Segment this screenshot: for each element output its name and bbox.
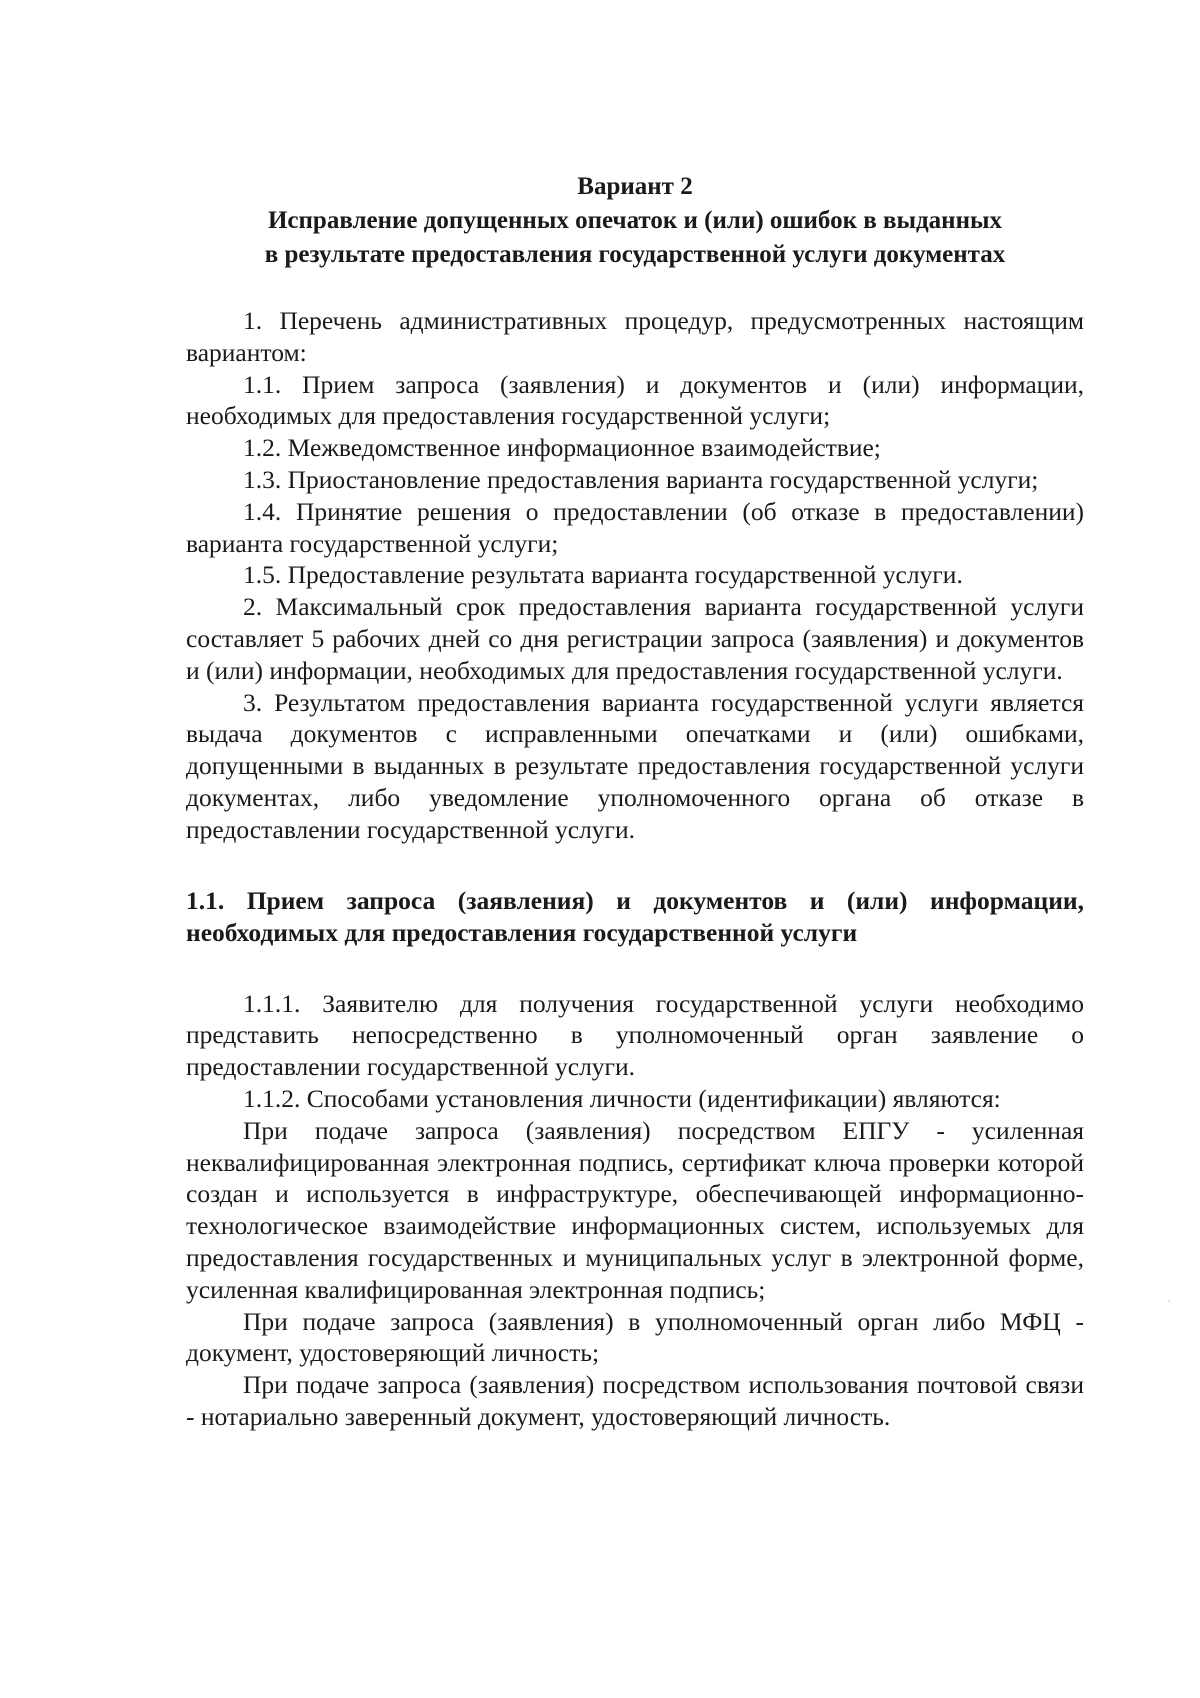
request-reception-section <box>186 988 1084 1433</box>
paragraph-max-term: 2. Максимальный срок предоставления варианта государственной услуги составляет 5 рабочих дней со дня регистрации запроса (заявления) и документов и (или) информации, необходимых для предоставления государственной услуги. <box>186 592 1084 685</box>
paragraph-epgu-identification: При подаче запроса (заявления) посредством ЕПГУ - усиленная неквалифицированная электронная подпись, сертификат ключа проверки которой создан и используется в инфраструктуре, обеспечивающей информационно-технологическое взаимодействие информационных систем, используемых для предоставления государственных и муниципальных услуг в электронной форме, усиленная квалифицированная электронная подпись; <box>186 1115 1084 1304</box>
paragraph-item-1-3: 1.3. Приостановление предоставления варианта государственной услуги; <box>243 464 1039 494</box>
section-heading: 1.1. Прием запроса (заявления) и документов и (или) информации, необходимых для предоставления государственной услуги <box>186 885 1084 947</box>
paragraph-item-1-1: 1.1. Прием запроса (заявления) и документов и (или) информации, необходимых для предоставления государственной услуги; <box>186 369 1084 431</box>
paragraph-mfc-identification: При подаче запроса (заявления) в уполномоченный орган либо МФЦ - документ, удостоверяющий личность; <box>186 1306 1084 1368</box>
paragraph-result: 3. Результатом предоставления варианта государственной услуги является выдача документов с исправленными опечатками и (или) ошибками, допущенными в выданных в результате предоставления государственной услуги документах, либо уведомление уполномоченного органа об отказе в предоставлении государственной услуги. <box>186 687 1084 844</box>
document-title-block <box>186 170 1084 272</box>
paragraph-item-1-4: 1.4. Принятие решения о предоставлении (об отказе в предоставлении) варианта государственной услуги; <box>186 496 1084 558</box>
paragraph-1-1-1: 1.1.1. Заявителю для получения государственной услуги необходимо представить непосредственно в уполномоченный орган заявление о предоставлении государственной услуги. <box>186 988 1084 1082</box>
document-title: Вариант 2 <box>577 173 693 200</box>
document-subtitle-line-2: в результате предоставления государственной услуги документах <box>264 241 1006 268</box>
paragraph-item-1-2: 1.2. Межведомственное информационное взаимодействие; <box>243 433 881 463</box>
paragraph-postal-identification: При подаче запроса (заявления) посредством использования почтовой связи - нотариально заверенный документ, удостоверяющий личность. <box>186 1370 1084 1431</box>
paragraph-procedures-list: 1. Перечень административных процедур, предусмотренных настоящим вариантом: <box>186 306 1084 367</box>
scan-speck <box>1168 1300 1170 1302</box>
document-subtitle-line-1: Исправление допущенных опечаток и (или) ошибок в выданных <box>267 207 1003 234</box>
procedures-section <box>186 305 1084 846</box>
document-content <box>186 170 1084 1433</box>
paragraph-1-1-2: 1.1.2. Способами установления личности (идентификации) являются: <box>243 1083 1001 1113</box>
paragraph-item-1-5: 1.5. Предоставление результата варианта государственной услуги. <box>243 560 963 590</box>
